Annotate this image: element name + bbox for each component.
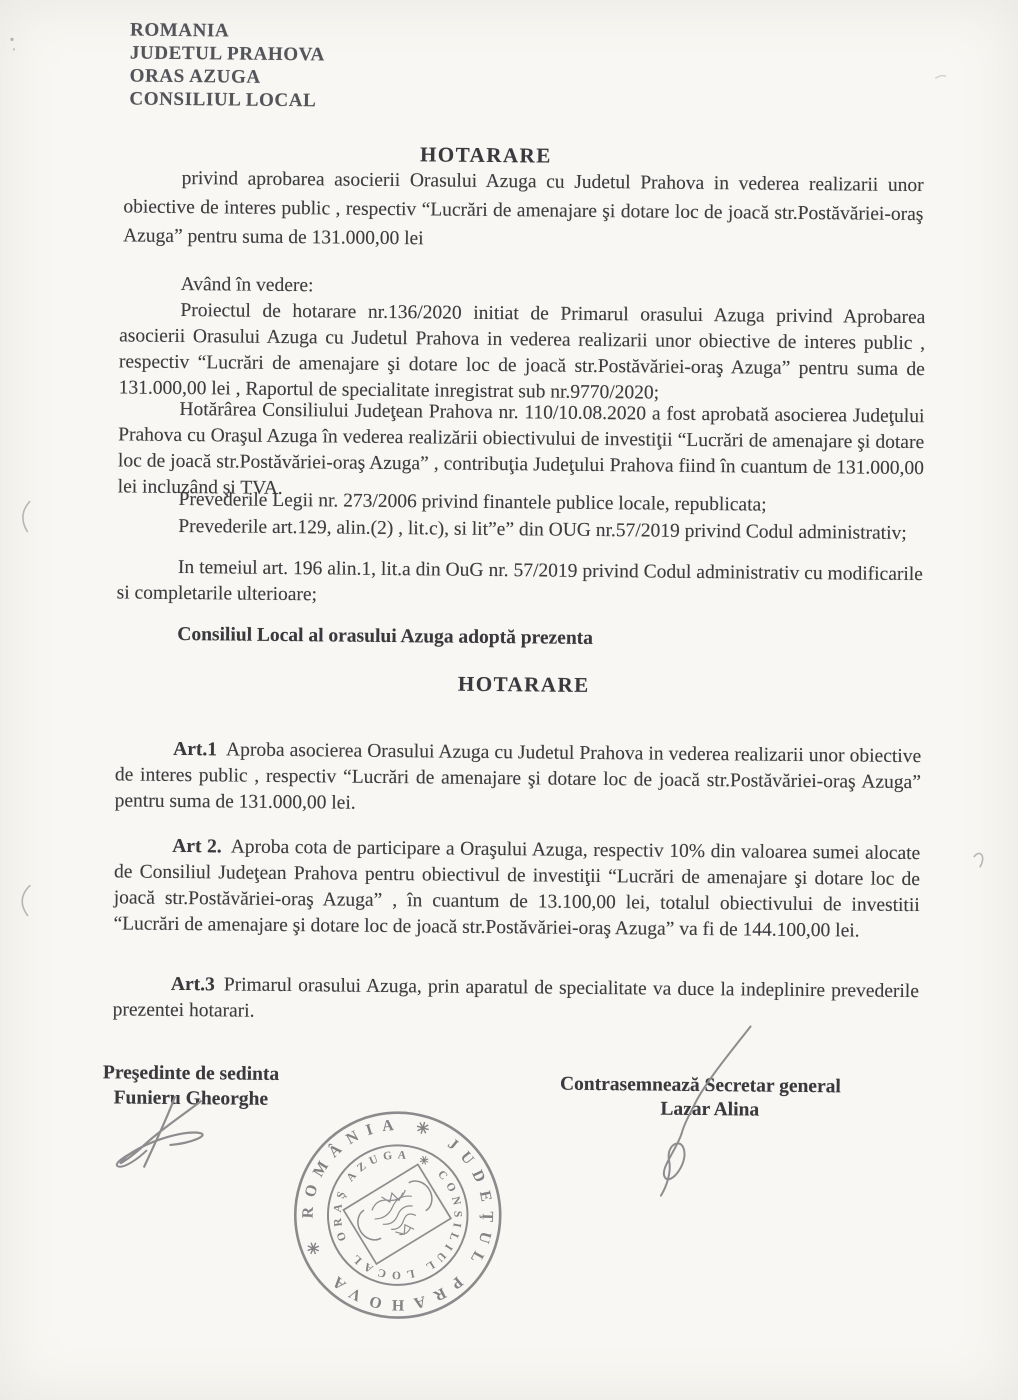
document-subtitle: privind aprobarea asocierii Orasului Azuga cu Judetul Prahova in vederea realizarii unor obiective de interes public , respectiv “Lucrări de amenajare şi dotare loc de joacă str.Postăvăriei-oraş Azuga” pentru suma de 131.000,00 lei — [123, 167, 924, 250]
legal-basis: In temeiul art. 196 alin.1, lit.a din OuG nr. 57/2019 privind Codul administrativ cu modificarile si completarile ulterioare; — [116, 556, 924, 606]
article-3-text: Primarul orasului Azuga, prin aparatul de specialitate va duce la indeplinire prevederile prezentei hotarari. — [112, 974, 920, 1022]
secretary-name: Lazar Alina — [660, 1098, 760, 1121]
article-1-label: Art.1 — [173, 738, 218, 761]
article-3-label: Art.3 — [170, 973, 215, 996]
decision-title: HOTARARE — [457, 671, 590, 697]
letterhead-town: ORAS AZUGA — [129, 65, 261, 88]
letterhead-county: JUDETUL PRAHOVA — [129, 42, 325, 66]
secretary-signature-mark — [637, 1021, 769, 1200]
stamp-outer-ring-text: ✳ ROMÂNIA ✳ JUDEŢUL PRAHOVA — [299, 1116, 496, 1314]
adoption-clause: Consiliul Local al orasului Azuga adoptă prezenta — [177, 623, 594, 649]
article-1 — [115, 736, 922, 822]
recital-4: Prevederile art.129, alin.(2) , lit.c), si lit”e” din OUG nr.57/2019 privind Codul administrativ; — [178, 515, 907, 544]
article-2-label: Art 2. — [172, 835, 222, 858]
recital-2: Hotărârea Consiliului Judeţean Prahova nr. 110/10.08.2020 a fost aprobată asocierea Judeţului Prahova cu Oraşul Azuga în vederea realizării obiectivului de investiţii “Lucrări de amenajare şi dotare loc de joacă str.Postăvăriei-oraş Azuga” , contribuţia Judeţului Prahova fiind în cuantum de 131.000,00 lei incluzând şi TVA. — [117, 398, 925, 499]
article-1-text: Aproba asocierea Orasului Azuga cu Judetul Prahova in vederea realizarii unor obiective de interes public , respectiv “Lucrări de amenajare şi dotare loc de joacă str.Postăvăriei-oraş Azuga” pentru suma de 131.000,00 lei. — [114, 739, 922, 814]
president-role: Preşedinte de sedinta — [102, 1062, 280, 1085]
council-stamp — [288, 1105, 508, 1325]
document-title: HOTARARE — [419, 142, 552, 168]
preamble-intro: Având în vedere: — [180, 273, 314, 297]
article-3 — [113, 971, 919, 1031]
stamp-inner-ring-text: ORAŞ AZUGA ✳ CONSILIUL LOCAL — [331, 1149, 464, 1281]
letterhead-council: CONSILIUL LOCAL — [129, 88, 317, 112]
secretary-role: Contrasemnează Secretar general — [559, 1073, 841, 1098]
president-name: Funieru Gheorghe — [113, 1087, 269, 1110]
recital-3: Prevederile Legii nr. 273/2006 privind finantele publice locale, republicata; — [178, 488, 767, 516]
letterhead — [129, 18, 325, 112]
article-2 — [113, 833, 920, 945]
recital-1: Proiectul de hotarare nr.136/2020 initiat de Primarul orasului Azuga privind Aprobarea asocierii Orasului Azuga cu Judetul Prahova in vederea realizarii unor obiective de interes public , respectiv “Lucrări de amenajare şi dotare loc de joacă str.Postăvăriei-oraş Azuga” pentru suma de 131.000,00 lei , Raportul de specialitate inregistrat sub nr.9770/2020; — [118, 299, 926, 404]
stamp-coat-of-arms — [343, 1164, 450, 1263]
article-2-text: Aproba cota de participare a Oraşului Azuga, respectiv 10% din valoarea sumei alocate de Consiliul Judeţean Prahova pentru obiectivul de investiţii “Lucrări de amenajare şi dotare loc de joacă str.Postăvăriei-oraş Azuga” , în cuantum de 13.100,00 lei, totalul obiectivului de investitii “Lucrări de amenajare şi dotare loc de joacă str.Postăvăriei-oraş Azuga” va fi de 144.100,00 lei. — [113, 836, 921, 942]
letterhead-country: ROMANIA — [129, 19, 230, 42]
president-signature-mark — [104, 1092, 255, 1177]
